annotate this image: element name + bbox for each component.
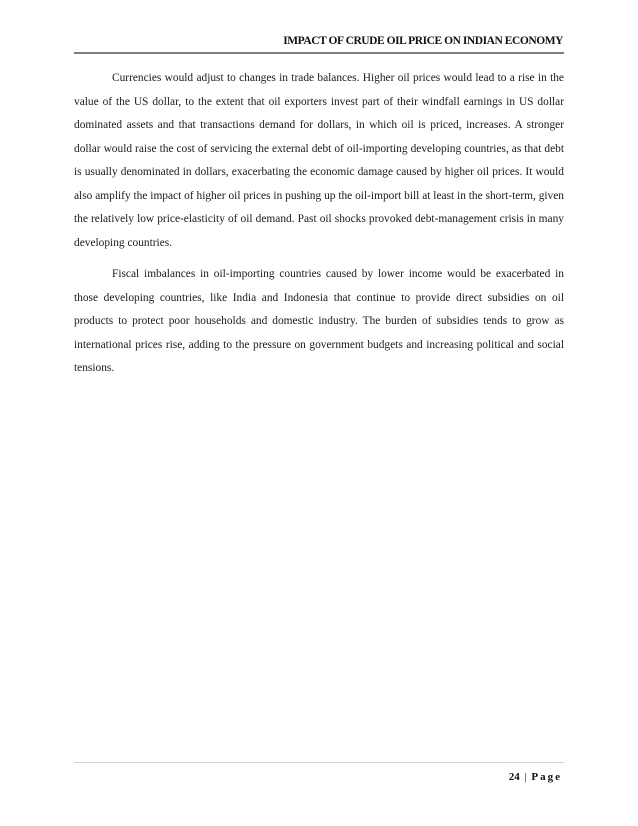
page-separator: | <box>524 771 527 783</box>
page-number: 24 <box>508 771 520 783</box>
header-title: IMPACT OF CRUDE OIL PRICE ON INDIAN ECONOMY <box>283 35 563 47</box>
page-word: Page <box>531 771 562 783</box>
page-footer <box>74 762 564 783</box>
paragraph-fiscal-imbalances: Fiscal imbalances in oil-importing countries caused by lower income would be exacerbated in those developing countries, like India and Indonesia that continue to provide direct subsidies on oil products to protect poor households and domestic industry. The burden of subsidies tends to grow as international prices rise, adding to the pressure on government budgets and increasing political and social tensions. <box>74 268 564 374</box>
page-label <box>74 771 564 783</box>
body-text <box>74 67 564 381</box>
running-header <box>74 32 564 54</box>
paragraph-currencies: Currencies would adjust to changes in trade balances. Higher oil prices would lead to a rise in the value of the US dollar, to the extent that oil exporters invest part of their windfall earnings in US dollar dominated assets and that transactions demand for dollars, in which oil is priced, increases. A stronger dollar would raise the cost of servicing the external debt of oil-importing developing countries, as that debt is usually denominated in dollars, exacerbating the economic damage caused by higher oil prices. It would also amplify the impact of higher oil prices in pushing up the oil-import bill at least in the short-term, given the relatively low price-elasticity of oil demand. Past oil shocks provoked debt-management crisis in many developing countries. <box>74 72 564 249</box>
header-rule <box>74 52 564 54</box>
footer-rule <box>74 762 564 763</box>
